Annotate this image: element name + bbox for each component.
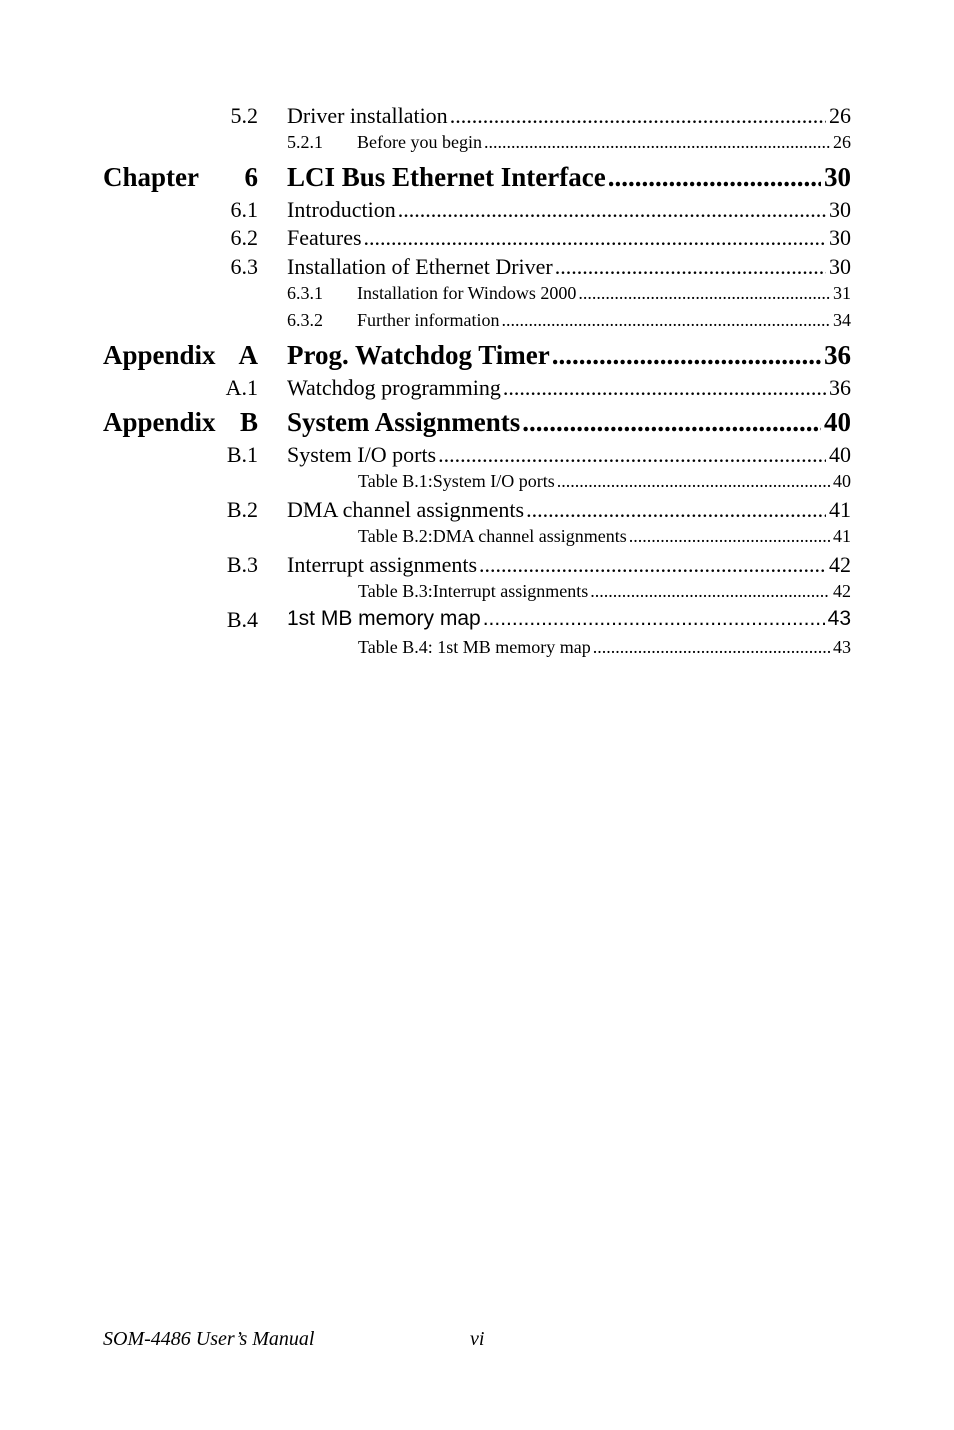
dot-leader <box>608 162 821 193</box>
entry-page: 43 <box>833 637 851 657</box>
entry-number: B.2 <box>226 497 258 522</box>
entry-title: DMA channel assignments <box>287 497 525 522</box>
entry-line <box>287 607 851 631</box>
entry-page: 31 <box>833 283 851 303</box>
toc-entry[interactable] <box>0 225 954 255</box>
toc-chapter-entry[interactable] <box>0 340 954 370</box>
toc-entry[interactable] <box>0 375 954 405</box>
entry-page: 26 <box>833 132 851 152</box>
dot-leader <box>578 283 830 304</box>
dot-leader <box>593 637 830 658</box>
entry-page: 30 <box>824 162 851 192</box>
toc-table-entry[interactable] <box>0 637 954 667</box>
toc-entry[interactable] <box>0 442 954 472</box>
dot-leader <box>398 197 826 223</box>
dot-leader <box>522 407 821 438</box>
dot-leader <box>364 225 826 251</box>
entry-page: 43 <box>827 607 851 630</box>
entry-page: 34 <box>833 310 851 330</box>
dot-leader <box>590 581 830 602</box>
entry-line <box>357 132 851 153</box>
chapter-label: Appendix <box>103 340 216 370</box>
entry-page: 40 <box>824 407 851 437</box>
dot-leader <box>552 340 821 371</box>
dot-leader <box>629 526 830 547</box>
entry-title: Before you begin <box>357 132 482 152</box>
entry-page: 42 <box>829 552 851 577</box>
entry-title: Installation for Windows 2000 <box>357 283 577 303</box>
chapter-title: LCI Bus Ethernet Interface <box>287 162 606 192</box>
entry-line <box>287 225 851 251</box>
entry-number: 6.3 <box>230 254 258 279</box>
entry-number: 6.2 <box>230 225 258 250</box>
entry-page: 26 <box>829 103 851 128</box>
page-footer <box>103 1328 485 1351</box>
dot-leader <box>526 497 826 523</box>
entry-line <box>287 103 851 129</box>
chapter-title: System Assignments <box>287 407 521 437</box>
entry-title: Features <box>287 225 362 250</box>
entry-page: 36 <box>824 340 851 370</box>
entry-line <box>287 340 851 371</box>
entry-page: 30 <box>829 197 851 222</box>
entry-line <box>358 637 851 658</box>
toc-entry[interactable] <box>0 552 954 582</box>
toc-entry[interactable] <box>0 254 954 284</box>
manual-title: SOM-4486 User’s Manual <box>103 1328 315 1350</box>
chapter-number: 6 <box>244 162 258 192</box>
toc-entry[interactable] <box>0 607 954 637</box>
entry-line <box>287 407 851 438</box>
entry-line <box>287 552 851 578</box>
entry-number: 6.1 <box>230 197 258 222</box>
dot-leader <box>479 552 826 578</box>
entry-line <box>358 471 851 492</box>
entry-page: 40 <box>833 471 851 491</box>
toc-entry[interactable] <box>0 197 954 227</box>
entry-page: 40 <box>829 442 851 467</box>
entry-number: 5.2 <box>230 103 258 128</box>
entry-page: 41 <box>829 497 851 522</box>
entry-number: 6.3.1 <box>287 283 323 303</box>
toc-chapter-entry[interactable] <box>0 407 954 437</box>
chapter-number: A <box>238 340 258 370</box>
entry-page: 42 <box>833 581 851 601</box>
entry-number: B.4 <box>226 607 258 632</box>
dot-leader <box>503 375 826 401</box>
dot-leader <box>501 310 830 331</box>
toc-entry[interactable] <box>0 497 954 527</box>
entry-page: 41 <box>833 526 851 546</box>
dot-leader <box>483 607 825 631</box>
entry-line <box>357 310 851 331</box>
toc-entry[interactable] <box>0 283 954 313</box>
entry-title: Driver installation <box>287 103 448 128</box>
entry-title: Installation of Ethernet Driver <box>287 254 553 279</box>
entry-title: System I/O ports <box>287 442 437 467</box>
entry-title: Watchdog programming <box>287 375 501 400</box>
entry-number: 5.2.1 <box>287 132 323 152</box>
entry-line <box>287 254 851 280</box>
dot-leader <box>555 254 826 280</box>
entry-line <box>287 162 851 193</box>
entry-page: 30 <box>829 225 851 250</box>
entry-number: B.1 <box>226 442 258 467</box>
entry-line <box>287 375 851 401</box>
entry-title: Table B.4: 1st MB memory map <box>358 637 591 657</box>
chapter-label: Appendix <box>103 407 216 437</box>
chapter-title: Prog. Watchdog Timer <box>287 340 550 370</box>
entry-title: Further information <box>357 310 500 330</box>
toc-entry[interactable] <box>0 132 954 162</box>
entry-line <box>287 497 851 523</box>
entry-line <box>287 197 851 223</box>
entry-number: A.1 <box>225 375 258 400</box>
entry-title: Table B.1:System I/O ports <box>358 471 555 491</box>
entry-page: 30 <box>829 254 851 279</box>
entry-line <box>287 442 851 468</box>
toc-entry[interactable] <box>0 103 954 133</box>
entry-number: B.3 <box>226 552 258 577</box>
entry-title: Table B.3:Interrupt assignments <box>358 581 589 601</box>
entry-line <box>357 283 851 304</box>
dot-leader <box>450 103 826 129</box>
chapter-number: B <box>239 407 258 437</box>
entry-title: Interrupt assignments <box>287 552 478 577</box>
entry-title: 1st MB memory map <box>287 607 481 630</box>
entry-line <box>358 581 851 602</box>
entry-page: 36 <box>829 375 851 400</box>
dot-leader <box>557 471 830 492</box>
page-number: vi <box>470 1328 485 1350</box>
toc-chapter-entry[interactable] <box>0 162 954 192</box>
entry-title: Introduction <box>287 197 396 222</box>
toc-entry[interactable] <box>0 310 954 340</box>
entry-number: 6.3.2 <box>287 310 323 330</box>
dot-leader <box>438 442 826 468</box>
dot-leader <box>484 132 830 153</box>
entry-title: Table B.2:DMA channel assignments <box>358 526 627 546</box>
entry-line <box>358 526 851 547</box>
chapter-label: Chapter <box>103 162 199 192</box>
